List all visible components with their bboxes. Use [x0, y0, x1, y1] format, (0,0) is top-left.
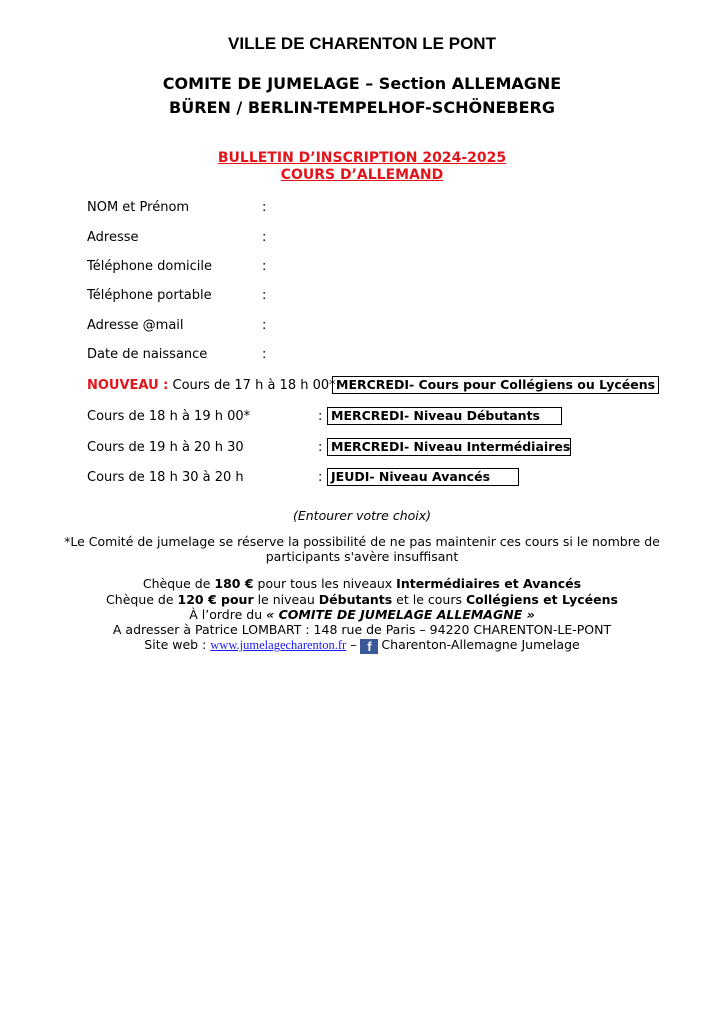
course-time: Cours de 17 h à 18 h 00*:: [168, 378, 341, 393]
committee-title: COMITE DE JUMELAGE – Section ALLEMAGNE: [162, 74, 562, 93]
course-colon: :: [318, 409, 323, 424]
twin-cities-title: BÜREN / BERLIN-TEMPELHOF-SCHÖNEBERG: [169, 98, 555, 117]
course-label-debutants: Cours de 18 h à 19 h 00*: [87, 409, 251, 424]
price: 180 €: [214, 576, 254, 591]
disclaimer-line: participants s'avère insuffisant: [265, 549, 459, 564]
field-label-address: Adresse: [87, 230, 139, 245]
course-label-intermediaires: Cours de 19 h à 20 h 30: [87, 440, 244, 455]
text: le niveau: [253, 592, 319, 607]
price: 120 € pour: [177, 592, 254, 607]
field-label-name: NOM et Prénom: [87, 200, 190, 215]
course-option-lyceens[interactable]: MERCREDI- Cours pour Collégiens ou Lycéens: [332, 376, 659, 394]
text: pour tous les niveaux: [253, 576, 397, 591]
field-label-mobile-phone: Téléphone portable: [87, 288, 212, 303]
separator: –: [346, 637, 361, 652]
disclaimer-line: *Le Comité de jumelage se réserve la possibilité de ne pas maintenir ces cours si le nombre de: [64, 534, 660, 549]
new-badge: NOUVEAU :: [87, 378, 169, 393]
field-label-email: Adresse @mail: [87, 318, 184, 333]
course-label-avances: Cours de 18 h 30 à 20 h: [87, 470, 244, 485]
bulletin-title: BULLETIN D’INSCRIPTION 2024-2025: [217, 150, 507, 166]
course-option-debutants[interactable]: MERCREDI- Niveau Débutants: [327, 407, 562, 425]
field-label-birthdate: Date de naissance: [87, 347, 208, 362]
course-colon: :: [318, 470, 323, 485]
text: À l’ordre du: [189, 607, 267, 622]
mailing-address: A adresser à Patrice LOMBART : 148 rue de Paris – 94220 CHARENTON-LE-PONT: [112, 622, 612, 637]
course: Collégiens et Lycéens: [465, 592, 618, 607]
field-colon: :: [262, 200, 267, 215]
website-link[interactable]: www.jumelagecharenton.fr: [210, 638, 347, 652]
text: Chèque de: [106, 592, 178, 607]
text: et le cours: [392, 592, 466, 607]
text: Chèque de: [142, 576, 215, 591]
field-colon: :: [262, 230, 267, 245]
site-label: Site web :: [144, 637, 211, 652]
bulletin-subtitle: COURS D’ALLEMAND: [280, 167, 444, 183]
field-colon: :: [262, 318, 267, 333]
course-label-new: [87, 378, 340, 393]
city-title: VILLE DE CHARENTON LE PONT: [228, 34, 496, 53]
course-option-avances[interactable]: JEUDI- Niveau Avancés: [327, 468, 519, 486]
course-colon: :: [318, 440, 323, 455]
facebook-icon[interactable]: f: [360, 639, 378, 654]
field-colon: :: [262, 288, 267, 303]
levels: Intermédiaires et Avancés: [396, 576, 582, 591]
level: Débutants: [318, 592, 393, 607]
payment-line-advanced: [0, 576, 724, 591]
payment-line-beginners: [0, 592, 724, 607]
payee-name: « COMITE DE JUMELAGE ALLEMAGNE »: [266, 607, 535, 622]
facebook-page-name[interactable]: Charenton-Allemagne Jumelage: [381, 637, 580, 652]
website-line: [0, 637, 724, 654]
field-colon: :: [262, 259, 267, 274]
disclaimer: [0, 534, 724, 564]
course-option-intermediaires[interactable]: MERCREDI- Niveau Intermédiaires: [327, 438, 571, 456]
payment-payee: [0, 607, 724, 622]
choice-instruction: (Entourer votre choix): [292, 508, 432, 523]
field-label-home-phone: Téléphone domicile: [87, 259, 213, 274]
field-colon: :: [262, 347, 267, 362]
